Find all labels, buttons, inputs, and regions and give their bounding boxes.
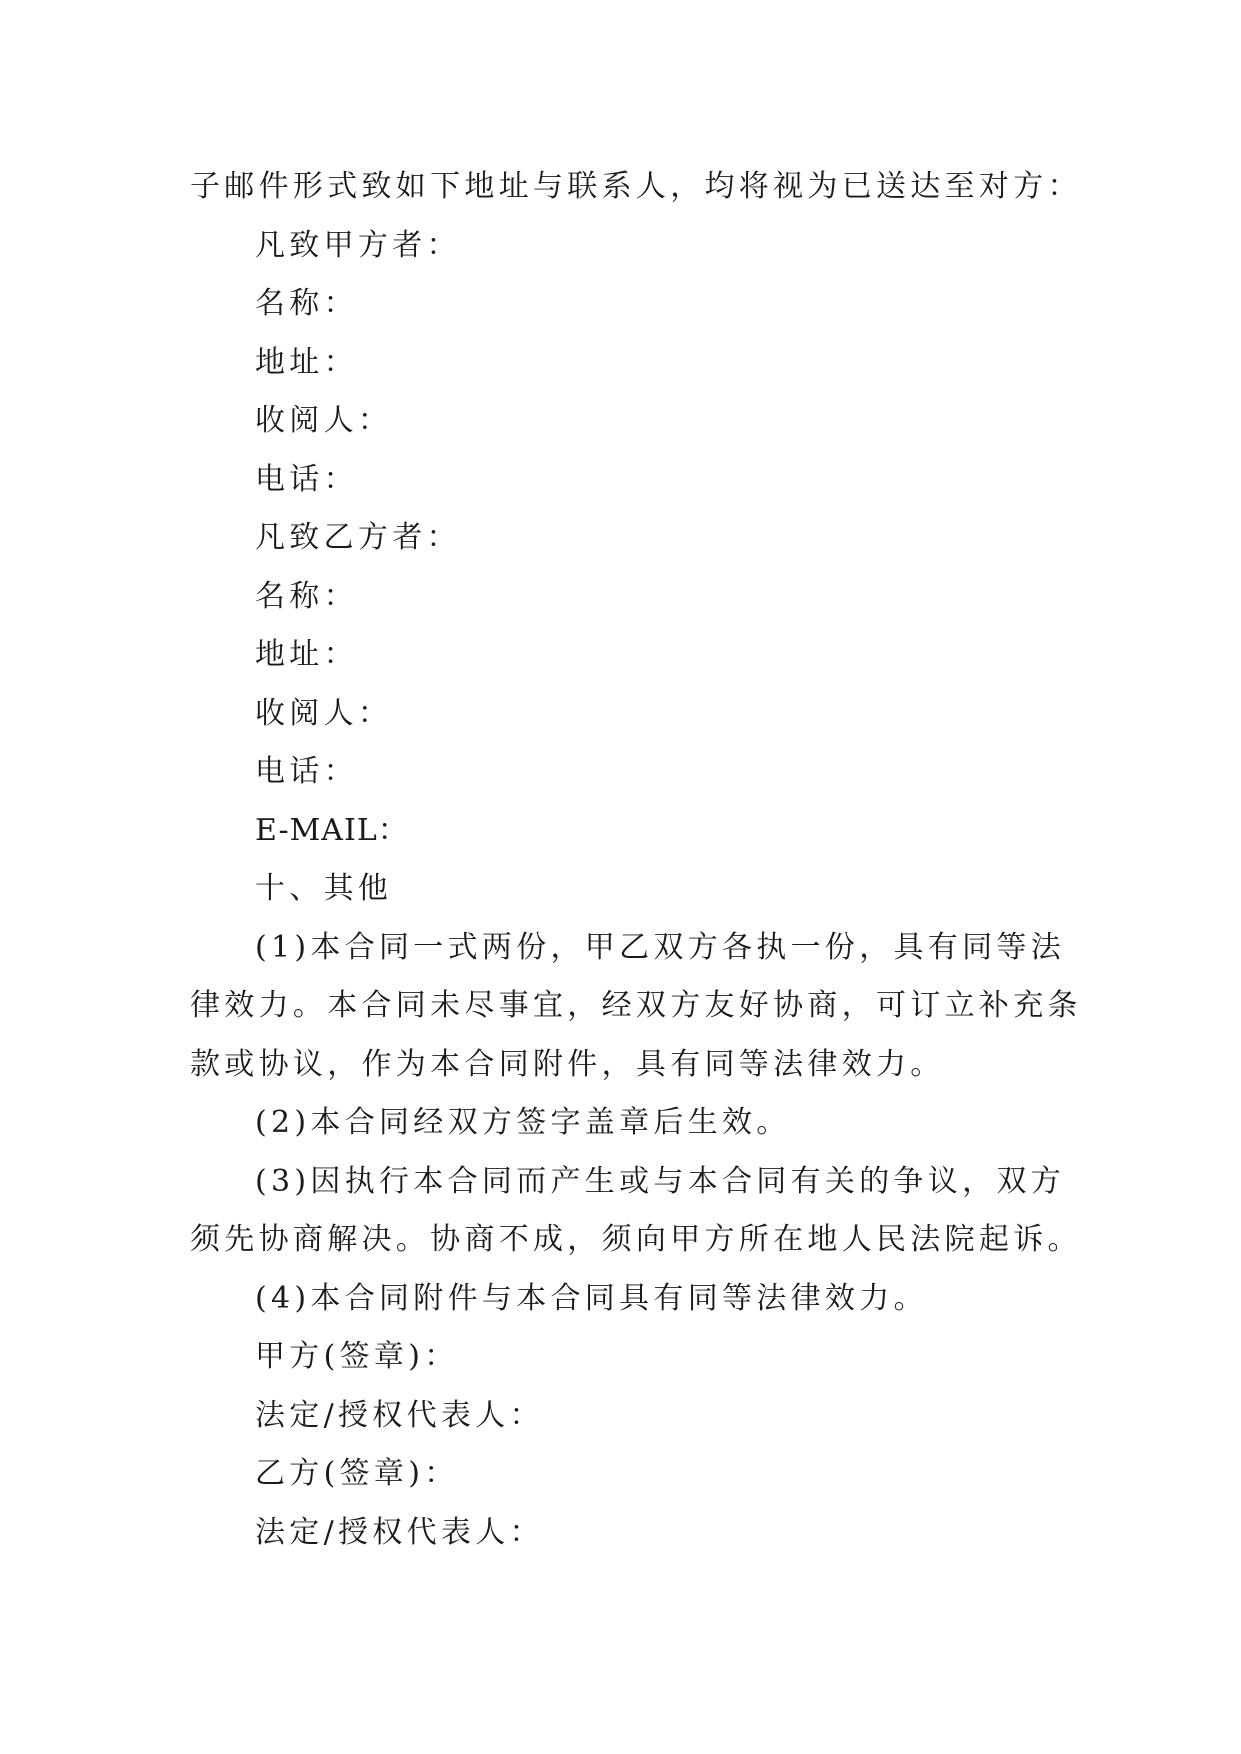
signature-line-party-b: 乙方(签章)： [255, 1456, 459, 1491]
text-line-clause-4: (4)本合同附件与本合同具有同等法律效力。 [255, 1280, 928, 1316]
text-line-party-b-phone: 电话： [255, 754, 358, 789]
text-line-clause-1-start: (1)本合同一式两份，甲乙双方各执一份，具有同等法 [255, 929, 1065, 965]
text-line-to-party-a: 凡致甲方者： [255, 227, 461, 263]
text-line-party-b-address: 地址： [255, 637, 358, 672]
signature-line-party-a-representative: 法定/授权代表人： [255, 1397, 544, 1433]
text-line-party-b-recipient: 收阅人： [255, 695, 393, 731]
text-line-clause-1-end: 款或协议，作为本合同附件，具有同等法律效力。 [190, 1046, 945, 1082]
section-heading-other: 十、其他 [255, 871, 393, 906]
text-line-party-a-phone: 电话： [255, 461, 358, 497]
text-line-clause-3-end: 须先协商解决。协商不成，须向甲方所在地人民法院起诉。 [190, 1222, 1082, 1257]
text-line-to-party-b: 凡致乙方者： [255, 520, 461, 555]
text-line-party-b-name: 名称： [255, 578, 358, 614]
text-line-party-a-recipient: 收阅人： [255, 403, 393, 438]
signature-line-party-b-representative: 法定/授权代表人： [255, 1514, 544, 1550]
text-line-party-a-name: 名称： [255, 286, 358, 321]
document-body [190, 158, 1082, 1562]
signature-line-party-a: 甲方(签章)： [255, 1339, 459, 1374]
text-line-service-address-continuation: 子邮件形式致如下地址与联系人，均将视为已送达至对方： [190, 169, 1082, 204]
text-line-clause-1-middle: 律效力。本合同未尽事宜，经双方友好协商，可订立补充条 [190, 988, 1082, 1023]
text-line-party-a-address: 地址： [255, 344, 358, 380]
text-line-clause-3-start: (3)因执行本合同而产生或与本合同有关的争议，双方 [255, 1163, 1065, 1199]
text-line-clause-2: (2)本合同经双方签字盖章后生效。 [255, 1105, 791, 1140]
text-line-party-b-email: E-MAIL： [255, 812, 409, 848]
